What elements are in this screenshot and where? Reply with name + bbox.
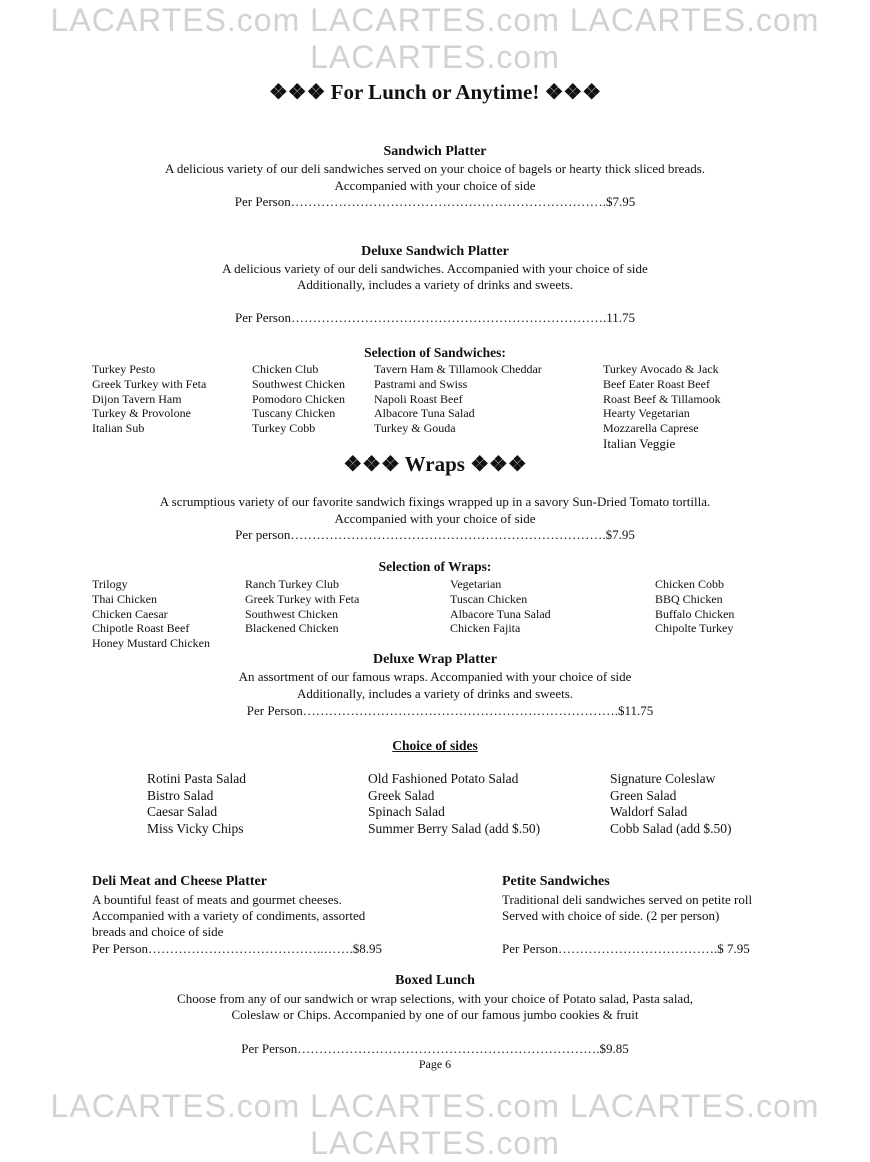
list-item: Pastrami and Swiss [374, 376, 468, 391]
list-item: Southwest Chicken [245, 606, 338, 621]
list-item: Chicken Caesar [92, 606, 168, 621]
wrap-list-1 [92, 577, 210, 651]
deli-meat-desc-3: breads and choice of side [92, 924, 224, 939]
list-item: Tuscan Chicken [450, 591, 528, 606]
deluxe-sandwich-price: Per Person……………………………………………………………….11.75 [235, 310, 635, 325]
sides-list-3 [610, 771, 731, 837]
list-item: Roast Beef & Tillamook [603, 391, 721, 406]
list-item: Honey Mustard Chicken [92, 636, 210, 651]
deluxe-wrap-desc-2: Additionally, includes a variety of drinks and sweets. [296, 686, 574, 701]
list-item: Beef Eater Roast Beef [603, 376, 710, 391]
wrap-list-3 [450, 577, 551, 636]
sides-heading: Choice of sides [392, 738, 478, 753]
list-item: Italian Sub [92, 421, 145, 436]
list-item: Thai Chicken [92, 591, 157, 606]
list-item: Blackened Chicken [245, 621, 339, 636]
boxed-lunch-heading: Boxed Lunch [395, 973, 475, 988]
list-item: Tuscany Chicken [252, 406, 336, 421]
list-item: Southwest Chicken [252, 376, 345, 391]
list-item: Rotini Pasta Salad [147, 771, 246, 786]
deli-meat-heading: Deli Meat and Cheese Platter [92, 874, 267, 889]
deli-meat-desc-1: A bountiful feast of meats and gourmet cheeses. [92, 892, 342, 907]
list-item: Bistro Salad [147, 787, 214, 803]
list-item: Turkey & Gouda [374, 421, 456, 436]
list-item: Hearty Vegetarian [603, 406, 690, 421]
wraps-title: ❖❖❖ Wraps ❖❖❖ [343, 452, 527, 476]
sandwich-list-2 [252, 362, 345, 436]
petite-desc-1: Traditional deli sandwiches served on petite roll [502, 892, 753, 907]
boxed-lunch-desc-2: Coleslaw or Chips. Accompanied by one of our famous jumbo cookies & fruit [231, 1007, 639, 1022]
list-item: Pomodoro Chicken [252, 391, 345, 406]
list-item: Napoli Roast Beef [374, 391, 463, 406]
list-item: Turkey Avocado & Jack [603, 362, 719, 376]
list-item: Spinach Salad [368, 804, 445, 819]
list-item: Chicken Club [252, 362, 319, 376]
list-item: Cobb Salad (add $.50) [610, 820, 732, 836]
deli-meat-desc-2: Accompanied with a variety of condiments, assorted [92, 908, 366, 923]
list-item: Greek Salad [368, 787, 435, 803]
list-item: Turkey Pesto [92, 362, 156, 376]
list-item: Buffalo Chicken [655, 606, 735, 621]
list-item: Greek Turkey with Feta [245, 591, 360, 606]
boxed-lunch-price: Per Person…………………………………………………………….$9.85 [241, 1041, 629, 1056]
deluxe-sandwich-desc-2: Additionally, includes a variety of drinks and sweets. [296, 277, 574, 292]
list-item: Mozzarella Caprese [603, 421, 699, 436]
boxed-lunch-desc-1: Choose from any of our sandwich or wrap selections, with your choice of Potato salad, Pasta salad, [177, 991, 693, 1006]
list-item: Miss Vicky Chips [147, 820, 244, 836]
list-item: Italian Veggie [603, 435, 676, 451]
sides-list-2 [368, 771, 540, 837]
deluxe-wrap-price: Per Person……………………………………………………………….$11.75 [246, 703, 654, 718]
list-item: Vegetarian [450, 577, 502, 591]
list-item: Summer Berry Salad (add $.50) [368, 820, 541, 836]
wrap-selection-heading: Selection of Wraps: [378, 559, 492, 574]
page-number: Page 6 [418, 1057, 452, 1071]
list-item: Ranch Turkey Club [245, 577, 340, 591]
sandwich-platter-desc-1: A delicious variety of our deli sandwiches served on your choice of bagels or hearty thick sliced breads. [164, 161, 706, 176]
sandwich-list-1 [92, 362, 206, 436]
sandwich-selection-heading: Selection of Sandwiches: [364, 345, 506, 360]
deluxe-sandwich-heading: Deluxe Sandwich Platter [361, 244, 509, 259]
list-item: Dijon Tavern Ham [92, 391, 182, 406]
petite-heading: Petite Sandwiches [502, 874, 610, 889]
list-item: Turkey Cobb [252, 421, 316, 436]
wrap-list-4 [655, 577, 734, 636]
sandwich-platter-desc-2: Accompanied with your choice of side [334, 178, 536, 193]
deluxe-sandwich-desc-1: A delicious variety of our deli sandwiches. Accompanied with your choice of side [222, 261, 648, 276]
list-item: BBQ Chicken [655, 591, 723, 606]
list-item: Albacore Tuna Salad [374, 406, 475, 421]
list-item: Turkey & Provolone [92, 406, 191, 421]
sandwich-platter-price: Per Person……………………………………………………………….$7.95 [234, 194, 636, 209]
list-item: Chipotle Roast Beef [92, 621, 190, 636]
wraps-desc-1: A scrumptious variety of our favorite sandwich fixings wrapped up in a savory Sun-Dried Tomato tortilla. [159, 494, 711, 509]
list-item: Chicken Cobb [655, 577, 724, 591]
deli-meat-price: Per Person…………………………………..…….$8.95 [92, 941, 382, 956]
list-item: Waldorf Salad [610, 804, 688, 819]
petite-desc-2: Served with choice of side. (2 per person) [502, 908, 720, 923]
sandwich-platter-heading: Sandwich Platter [383, 144, 487, 159]
sandwich-list-3 [374, 362, 542, 436]
watermark-bottom: LACARTES.com LACARTES.com LACARTES.com LACARTES.com [50, 1088, 820, 1161]
wrap-list-2 [245, 577, 359, 636]
list-item: Trilogy [92, 577, 128, 591]
list-item: Chipolte Turkey [655, 621, 734, 636]
petite-price: Per Person……………………………….$ 7.95 [502, 941, 750, 956]
sides-list-1 [147, 771, 246, 837]
page-title: ❖❖❖ For Lunch or Anytime! ❖❖❖ [268, 80, 602, 104]
list-item: Greek Turkey with Feta [92, 376, 207, 391]
list-item: Old Fashioned Potato Salad [368, 771, 519, 786]
wraps-desc-2: Accompanied with your choice of side [334, 511, 536, 526]
list-item: Caesar Salad [147, 804, 218, 819]
deluxe-wrap-desc-1: An assortment of our famous wraps. Accompanied with your choice of side [238, 669, 632, 684]
list-item: Tavern Ham & Tillamook Cheddar [374, 362, 542, 376]
list-item: Albacore Tuna Salad [450, 606, 551, 621]
wraps-price: Per person……………………………………………………………….$7.95 [235, 527, 635, 542]
watermark-top: LACARTES.com LACARTES.com LACARTES.com LACARTES.com [50, 2, 820, 75]
list-item: Chicken Fajita [450, 621, 521, 636]
list-item: Signature Coleslaw [610, 771, 716, 786]
deluxe-wrap-heading: Deluxe Wrap Platter [373, 652, 497, 667]
list-item: Green Salad [610, 787, 677, 803]
sandwich-list-4 [603, 362, 721, 452]
